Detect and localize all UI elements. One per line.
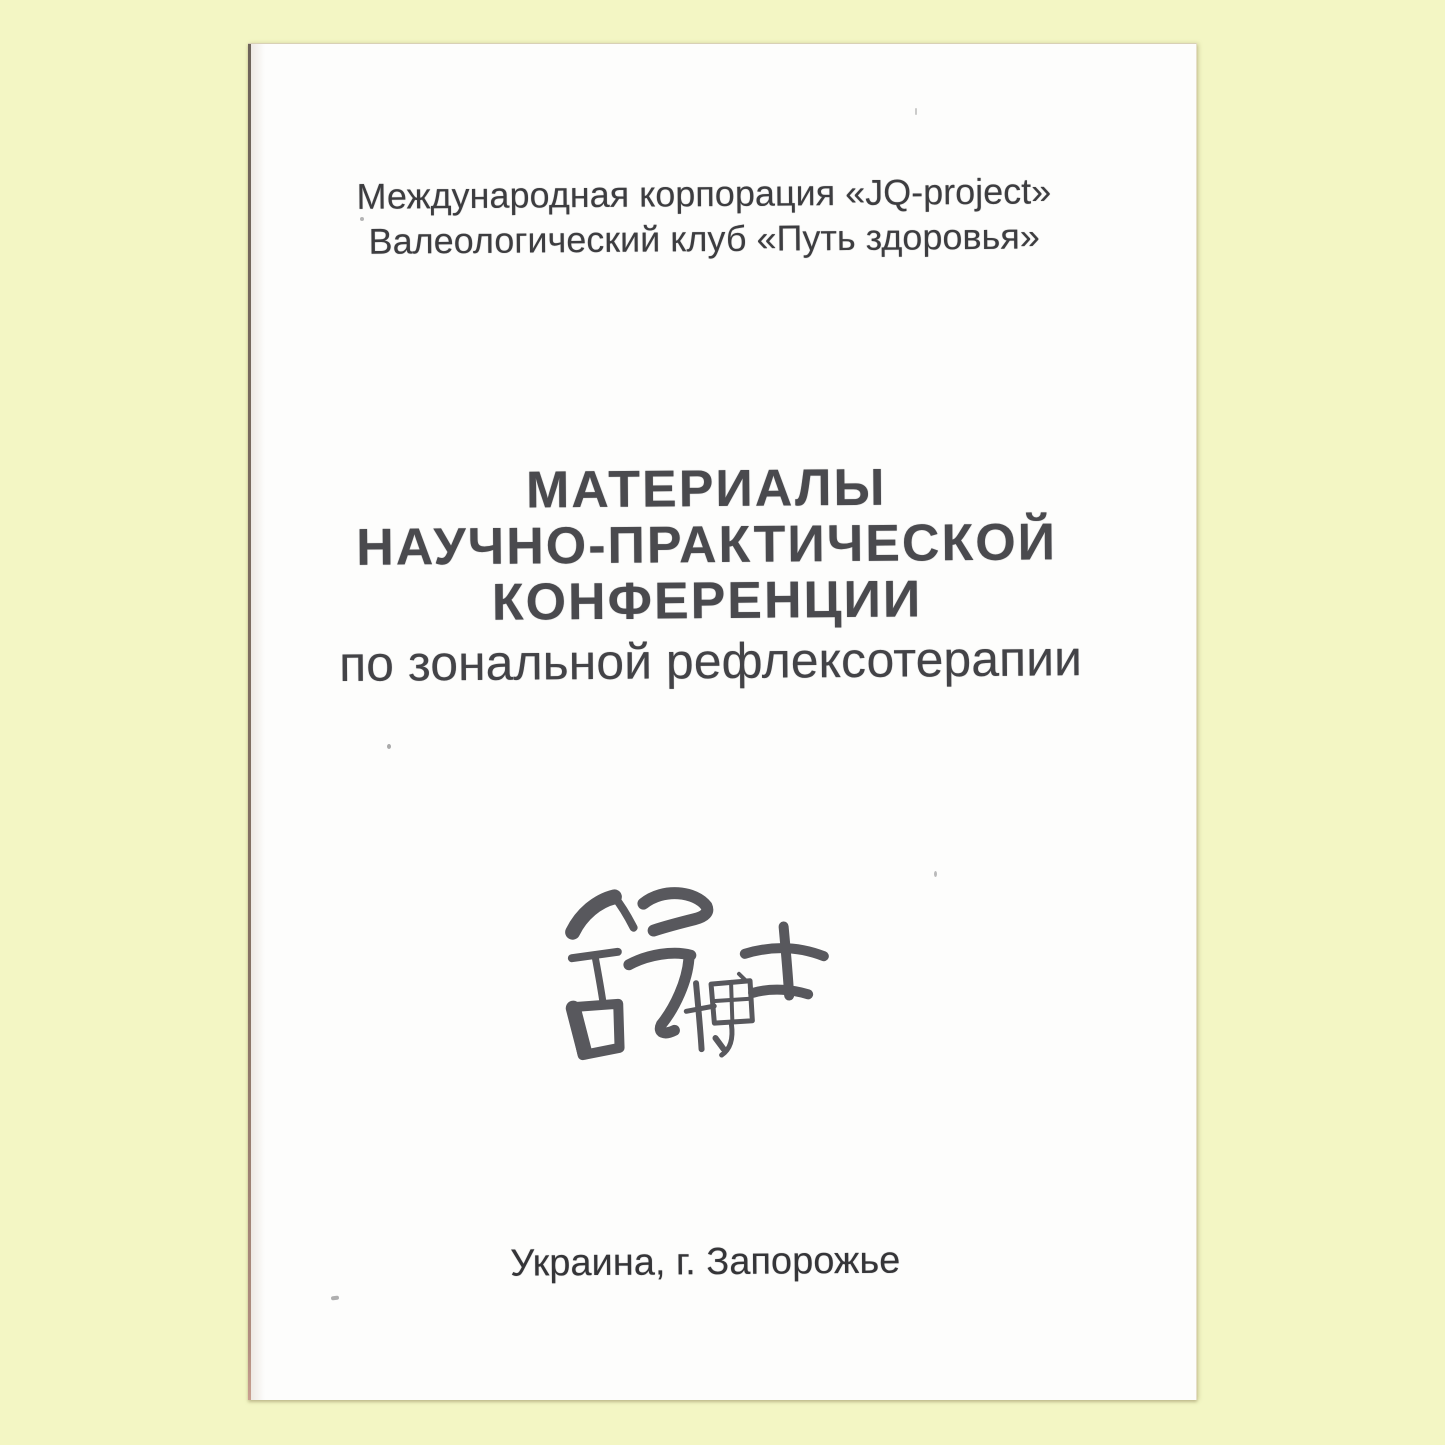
organization-line-2: Валеологический клуб «Путь здоровья» <box>368 215 1040 262</box>
scan-speck <box>360 217 364 221</box>
conference-title <box>246 458 1167 633</box>
organization-header <box>244 168 1165 265</box>
scan-speck <box>387 744 391 749</box>
book-cover-page <box>248 43 1197 1400</box>
organization-line-1: Международная корпорация «JQ-project» <box>356 170 1052 217</box>
printed-content <box>243 40 1202 1403</box>
location-line: Украина, г. Запорожье <box>510 1239 901 1285</box>
calligraphy-stamp-icon <box>501 819 963 1143</box>
scan-speck <box>915 108 917 115</box>
title-line-3: КОНФЕРЕНЦИИ <box>491 570 923 632</box>
conference-subtitle: по зональной рефлексотерапии <box>338 630 1083 693</box>
title-line-1: МАТЕРИАЛЫ <box>525 458 887 520</box>
scan-speck <box>934 871 937 877</box>
title-line-2: НАУЧНО-ПРАКТИЧЕСКОЙ <box>355 513 1058 577</box>
